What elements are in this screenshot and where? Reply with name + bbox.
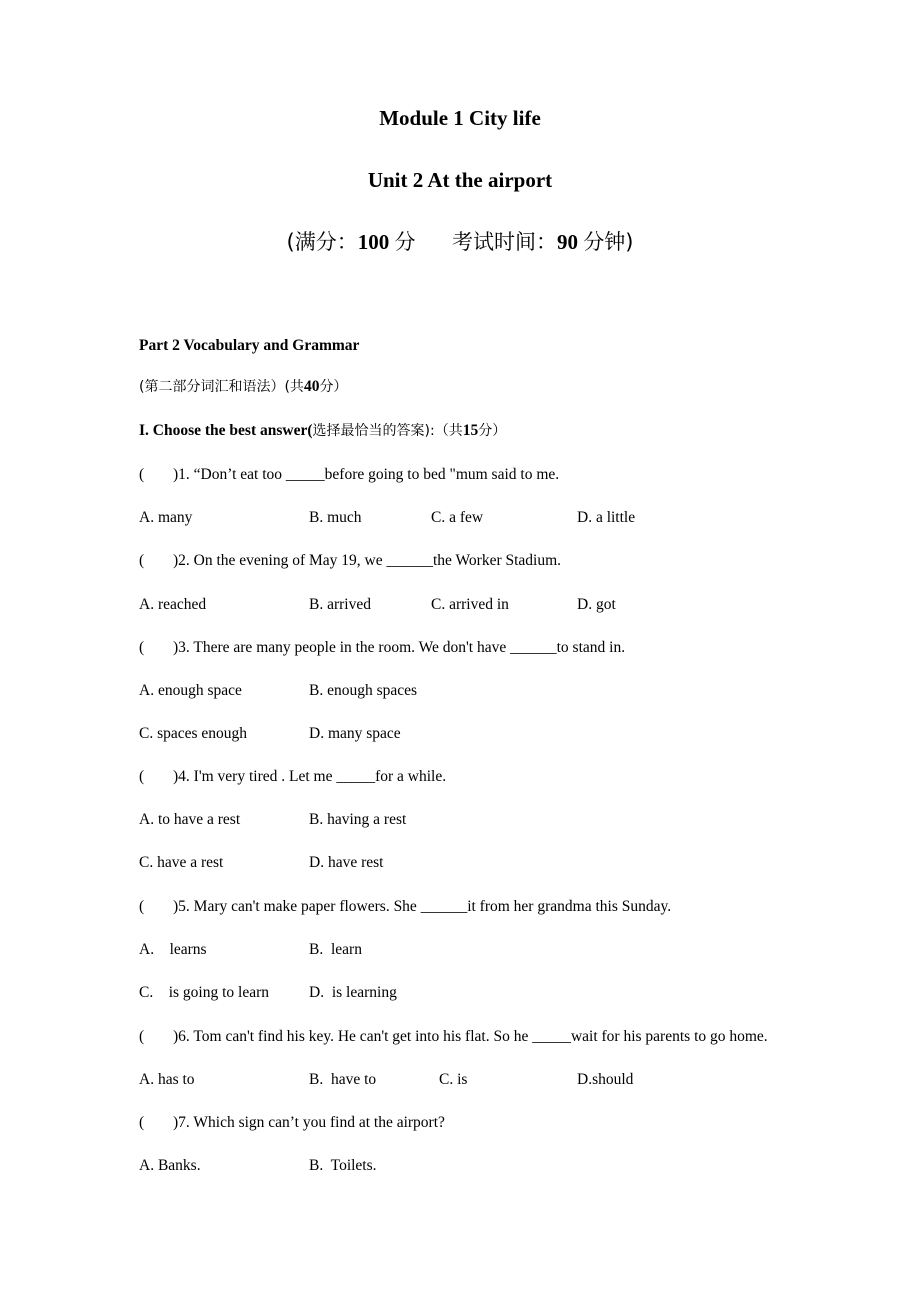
part-subtitle-suffix: 分） xyxy=(319,379,348,395)
section-title-end: ):（共 xyxy=(424,423,463,439)
section-title xyxy=(139,421,506,441)
option-d: D. got xyxy=(577,596,616,613)
part-subtitle xyxy=(139,377,347,397)
option-b: B. learn xyxy=(309,941,362,958)
option-a: A. enough space xyxy=(139,682,242,699)
question-text: )2. On the evening of May 19, we ______the Worker Stadium. xyxy=(173,552,562,569)
option-c: C. have a rest xyxy=(139,854,224,871)
option-a: A. has to xyxy=(139,1071,195,1088)
answer-blank[interactable]: ( xyxy=(139,466,145,483)
score-value: 100 xyxy=(357,230,390,254)
score-time-line xyxy=(0,229,920,255)
option-b: B. having a rest xyxy=(309,811,407,828)
question-text: )7. Which sign can’t you find at the airport? xyxy=(173,1114,445,1131)
option-a: A. learns xyxy=(139,941,207,958)
answer-blank[interactable]: ( xyxy=(139,1114,145,1131)
answer-blank[interactable]: ( xyxy=(139,639,145,656)
module-title: Module 1 City life xyxy=(379,106,541,130)
option-c: C. arrived in xyxy=(431,596,509,613)
unit-title: Unit 2 At the airport xyxy=(367,168,553,192)
answer-blank[interactable]: ( xyxy=(139,1028,145,1045)
option-b: B. have to xyxy=(309,1071,377,1088)
question-text: )3. There are many people in the room. We don't have ______to stand in. xyxy=(173,639,626,656)
question-text: )6. Tom can't find his key. He can't get into his flat. So he _____wait for his parents to go home. xyxy=(173,1028,768,1045)
option-d: D.should xyxy=(577,1071,634,1088)
part-subtitle-points: 40 xyxy=(303,378,320,395)
question-6 xyxy=(139,1027,768,1047)
answer-blank[interactable]: ( xyxy=(139,898,145,915)
time-value: 90 xyxy=(557,230,578,254)
part-title: Part 2 Vocabulary and Grammar xyxy=(139,337,360,354)
part-subtitle-prefix: (第二部分词汇和语法）(共 xyxy=(139,379,304,395)
option-d: D. a little xyxy=(577,509,636,526)
section-points-suffix: 分） xyxy=(478,423,507,439)
option-b: B. much xyxy=(309,509,362,526)
option-b: B. enough spaces xyxy=(309,682,418,699)
option-c: C. is going to learn xyxy=(139,984,270,1001)
score-prefix: (满分： xyxy=(286,230,358,254)
option-d: D. many space xyxy=(309,725,401,742)
option-a: A. to have a rest xyxy=(139,811,241,828)
time-unit: 分钟) xyxy=(583,230,634,254)
answer-blank[interactable]: ( xyxy=(139,552,145,569)
question-5 xyxy=(139,897,671,917)
question-text: )5. Mary can't make paper flowers. She ______it from her grandma this Sunday. xyxy=(173,898,672,915)
question-1 xyxy=(139,465,559,485)
option-d: D. have rest xyxy=(309,854,384,871)
section-title-cn: 选择最恰当的答案 xyxy=(312,423,425,439)
option-d: D. is learning xyxy=(309,984,397,1001)
question-3 xyxy=(139,638,625,658)
question-2 xyxy=(139,551,561,571)
option-a: A. many xyxy=(139,509,193,526)
option-c: C. is xyxy=(439,1071,468,1088)
answer-blank[interactable]: ( xyxy=(139,768,145,785)
option-b: B. arrived xyxy=(309,596,371,613)
section-title-en: I. Choose the best answer( xyxy=(139,422,313,439)
option-a: A. Banks. xyxy=(139,1157,201,1174)
question-4 xyxy=(139,767,446,787)
question-text: )1. “Don’t eat too _____before going to bed "mum said to me. xyxy=(173,466,560,483)
time-label: 考试时间： xyxy=(452,230,557,254)
section-points: 15 xyxy=(462,422,479,439)
question-text: )4. I'm very tired . Let me _____for a while. xyxy=(173,768,447,785)
score-unit: 分 xyxy=(394,230,416,254)
option-a: A. reached xyxy=(139,596,207,613)
question-7 xyxy=(139,1113,445,1133)
option-c: C. spaces enough xyxy=(139,725,248,742)
option-b: B. Toilets. xyxy=(309,1157,377,1174)
option-c: C. a few xyxy=(431,509,484,526)
